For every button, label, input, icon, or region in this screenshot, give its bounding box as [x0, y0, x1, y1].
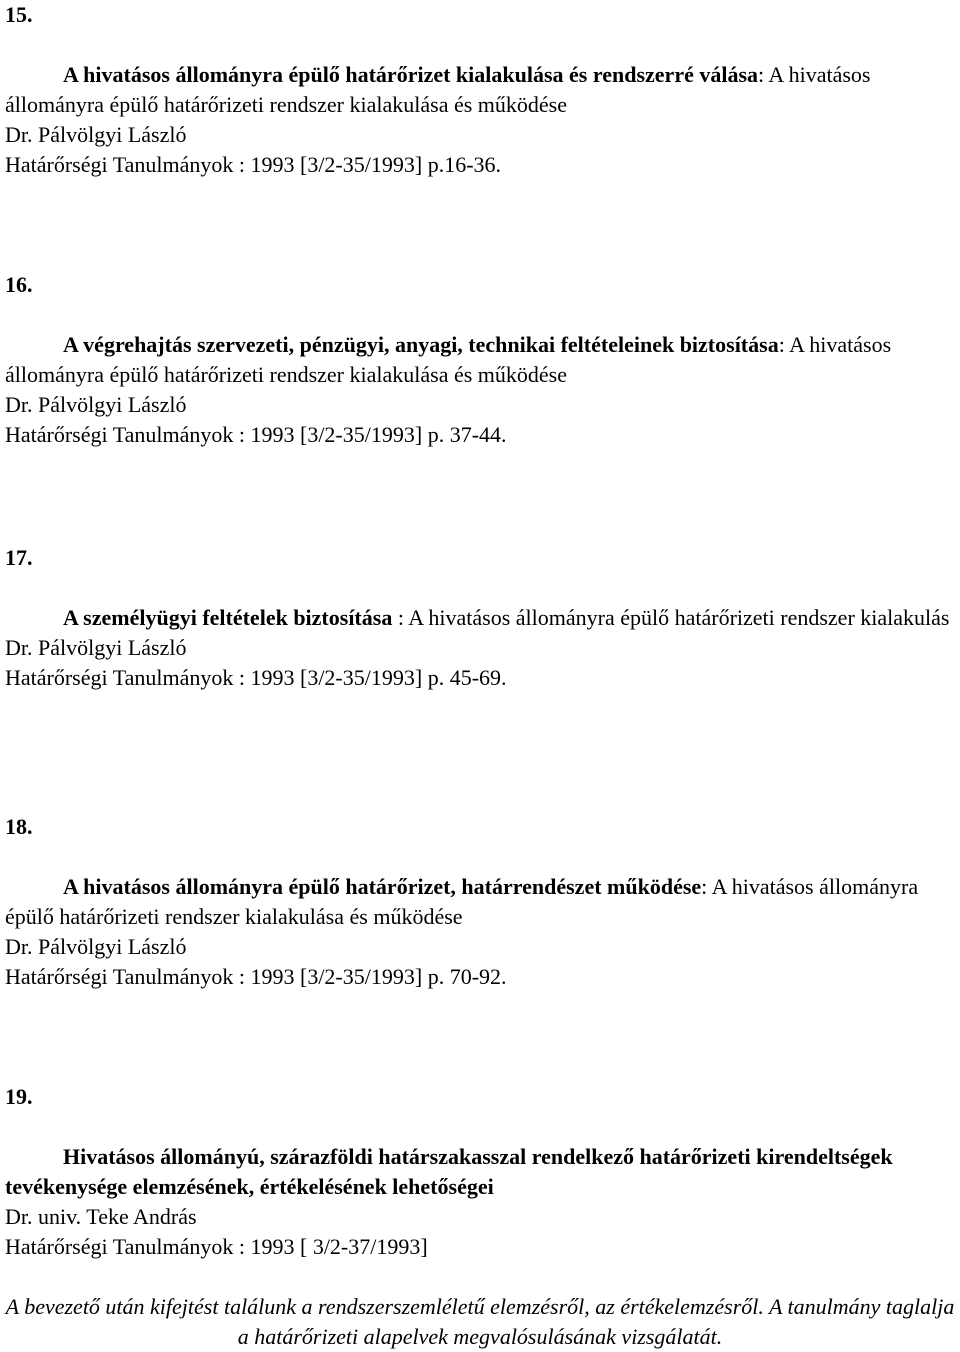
entry-body	[5, 1142, 955, 1262]
bibliography-entry-17	[5, 543, 955, 693]
entry-source: Határőrségi Tanulmányok : 1993 [ 3/2-37/1993]	[5, 1234, 428, 1259]
entry-title	[5, 330, 955, 390]
entry-title-bold: A hivatásos állományra épülő határőrizet, határrendészet működése	[63, 874, 702, 899]
entry-title-bold: A hivatásos állományra épülő határőrizet kialakulása és rendszerré válása	[63, 62, 759, 87]
bibliography-entry-19	[5, 1082, 955, 1262]
entry-title-bold: A személyügyi feltételek biztosítása	[63, 605, 393, 630]
entry-body	[5, 872, 955, 992]
entry-number: 19.	[5, 1084, 33, 1109]
bibliography-entry-18	[5, 812, 955, 992]
entry-title-bold: Hivatásos állományú, szárazföldi határszakasszal rendelkező határőrizeti kirendeltségek tevékenysége elemzésének, értékelésének lehetőségei	[5, 1144, 893, 1199]
entry-author: Dr. Pálvölgyi László	[5, 392, 187, 417]
entry-source: Határőrségi Tanulmányok : 1993 [3/2-35/1993] p. 37-44.	[5, 422, 507, 447]
entry-title-bold: A végrehajtás szervezeti, pénzügyi, anyagi, technikai feltételeinek biztosítása	[63, 332, 779, 357]
entry-body	[5, 60, 955, 180]
abstract-note: A bevezető után kifejtést találunk a rendszerszemléletű elemzésről, az értékelemzésről. A tanulmány taglalja a határőrizeti alapelvek megvalósulásának vizsgálatát.	[5, 1294, 955, 1349]
entry-title-rest: : A hivatásos állományra épülő határőrizeti rendszer kialakulás	[392, 605, 950, 630]
entry-source: Határőrségi Tanulmányok : 1993 [3/2-35/1993] p. 45-69.	[5, 665, 507, 690]
entry-title	[5, 1142, 955, 1202]
entry-source: Határőrségi Tanulmányok : 1993 [3/2-35/1993] p.16-36.	[5, 152, 502, 177]
entry-author: Dr. Pálvölgyi László	[5, 122, 187, 147]
entry-title-rest: : A hivatásos állományra épülő határőrizeti rendszer kialakulása és működése	[5, 332, 892, 387]
entry-title	[5, 60, 955, 120]
entry-number: 18.	[5, 814, 33, 839]
entry-number: 17.	[5, 545, 33, 570]
bibliography-entry-15	[5, 0, 955, 180]
entry-author: Dr. Pálvölgyi László	[5, 934, 187, 959]
entry-title-rest: : A hivatásos állományra épülő határőrizeti rendszer kialakulása és működése	[5, 62, 871, 117]
entry-number: 16.	[5, 272, 33, 297]
entry-title	[5, 603, 955, 633]
bibliography-entry-16	[5, 270, 955, 450]
entry-body	[5, 330, 955, 450]
entry-author: Dr. univ. Teke András	[5, 1204, 197, 1229]
entry-source: Határőrségi Tanulmányok : 1993 [3/2-35/1993] p. 70-92.	[5, 964, 507, 989]
entry-number: 15.	[5, 2, 33, 27]
entry-title	[5, 872, 955, 932]
entry-author: Dr. Pálvölgyi László	[5, 635, 187, 660]
entry-title-rest: : A hivatásos állományra épülő határőrizeti rendszer kialakulása és működése	[5, 874, 919, 929]
entry-body	[5, 603, 955, 693]
